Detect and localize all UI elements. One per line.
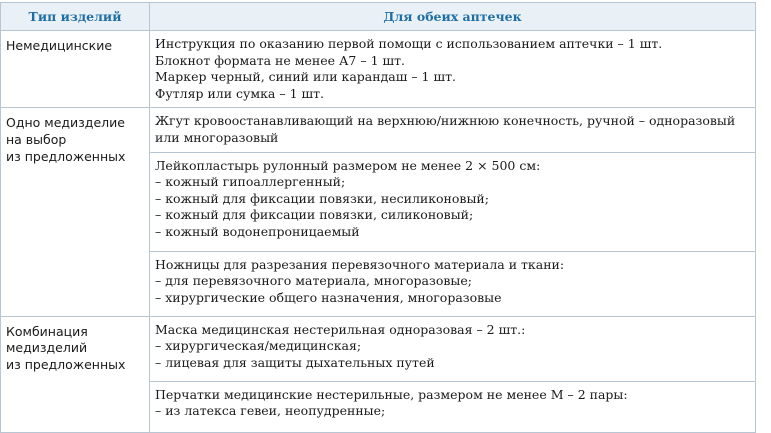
item-line: Ножницы для разрезания перевязочного материала и ткани: xyxy=(155,256,565,272)
type-cell xyxy=(1,31,150,108)
type-label: Одно медизделие xyxy=(6,115,125,131)
table-row xyxy=(1,108,756,152)
type-label: медизделий xyxy=(6,340,88,356)
item-line: Жгут кровоостанавливающий на верхнюю/нижнюю конечность, ручной – одноразовый или многоразовый xyxy=(155,113,736,145)
type-label: на выбор xyxy=(6,131,67,147)
item-line: – из латекса гевеи, неопудренные; xyxy=(155,403,386,419)
item-cell xyxy=(150,251,756,316)
item-line: Лейкопластырь рулонный размером не менее 2 × 500 см: xyxy=(155,157,541,173)
table-row xyxy=(1,316,756,381)
header-type: Тип изделий xyxy=(1,3,150,31)
first-aid-kit-table xyxy=(0,2,756,433)
item-cell xyxy=(150,316,756,381)
item-line: Маска медицинская нестерильная одноразовая – 2 шт.: xyxy=(155,321,526,337)
type-label: Комбинация xyxy=(6,323,88,339)
item-line: Блокнот формата не менее А7 – 1 шт. xyxy=(155,52,406,68)
type-label: Немедицинские xyxy=(6,38,113,53)
item-cell xyxy=(150,31,756,108)
item-line: – кожный для фиксации повязки, силиконовый; xyxy=(155,207,474,223)
item-line: Инструкция по оказанию первой помощи с использованием аптечки – 1 шт. xyxy=(155,36,663,51)
item-line: Футляр или сумка – 1 шт. xyxy=(155,85,325,101)
type-cell xyxy=(1,316,150,432)
table-row xyxy=(1,31,756,108)
item-line: – хирургическая/медицинская; xyxy=(155,338,362,354)
item-cell xyxy=(150,152,756,251)
item-line: – хирургические общего назначения, многоразовые xyxy=(155,289,502,305)
item-line: Маркер черный, синий или карандаш – 1 шт. xyxy=(155,69,456,85)
item-line: – для перевязочного материала, многоразовые; xyxy=(155,273,472,289)
table-header-row xyxy=(1,3,756,31)
type-cell xyxy=(1,108,150,316)
type-label: из предложенных xyxy=(6,356,126,372)
header-kits: Для обеих аптечек xyxy=(150,3,756,31)
item-line: Перчатки медицинские нестерильные, размером не менее М – 2 пары: xyxy=(155,386,628,402)
item-line: – кожный для фиксации повязки, несиликоновый; xyxy=(155,190,489,206)
item-cell xyxy=(150,108,756,152)
type-label: из предложенных xyxy=(6,148,126,164)
item-cell xyxy=(150,381,756,432)
item-line: – кожный гипоаллергенный; xyxy=(155,174,346,190)
item-line: – кожный водонепроницаемый xyxy=(155,223,360,239)
item-line: – лицевая для защиты дыхательных путей xyxy=(155,354,435,370)
